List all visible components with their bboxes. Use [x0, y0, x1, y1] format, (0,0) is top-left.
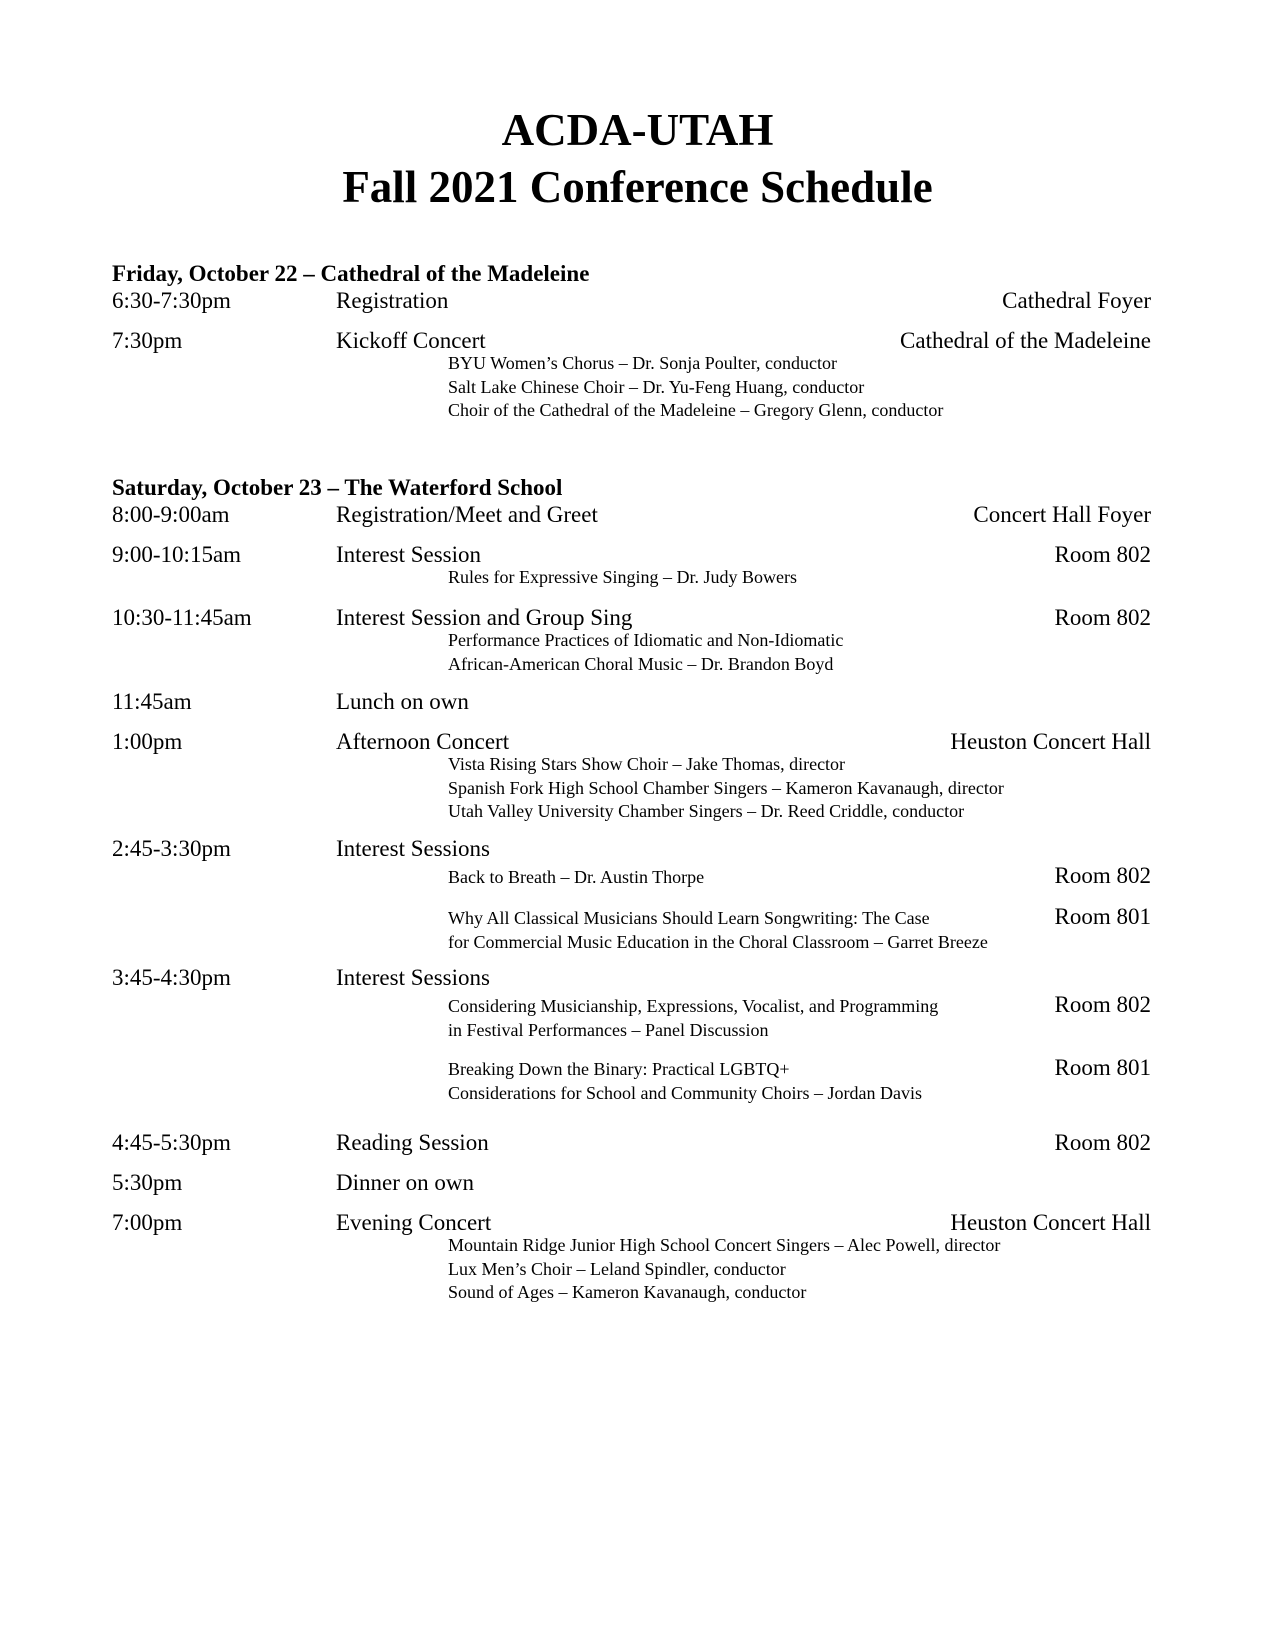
row-event: Registration/Meet and Greet: [336, 502, 598, 527]
row-time: 3:45-4:30pm: [112, 965, 231, 990]
row-event: Kickoff Concert: [336, 328, 486, 353]
row-time: 5:30pm: [112, 1170, 183, 1195]
session-details: [448, 907, 988, 954]
row-location: Cathedral of the Madeleine: [900, 328, 1151, 353]
row-event: Interest Session: [336, 542, 482, 567]
row-details: [448, 629, 843, 676]
detail-line: in Festival Performances – Panel Discussion: [448, 1019, 769, 1040]
row-time: 7:00pm: [112, 1210, 183, 1235]
row-event: Evening Concert: [336, 1210, 492, 1235]
detail-line: Why All Classical Musicians Should Learn Songwriting: The Case: [448, 908, 930, 928]
detail-line: Lux Men’s Choir – Leland Spindler, conductor: [448, 1258, 786, 1279]
detail-line: Performance Practices of Idiomatic and Non-Idiomatic: [448, 630, 844, 650]
detail-line: African-American Choral Music – Dr. Brandon Boyd: [448, 653, 834, 674]
detail-line: Breaking Down the Binary: Practical LGBTQ+: [448, 1059, 790, 1079]
row-details: [448, 566, 797, 590]
row-event: Interest Session and Group Sing: [336, 605, 633, 630]
row-location: Concert Hall Foyer: [973, 502, 1151, 527]
detail-line: Considering Musicianship, Expressions, Vocalist, and Programming: [448, 996, 939, 1016]
session-location: Room 801: [1054, 1055, 1151, 1080]
detail-line: Rules for Expressive Singing – Dr. Judy Bowers: [448, 567, 797, 587]
row-time: 1:00pm: [112, 729, 183, 754]
row-details: [448, 352, 943, 423]
row-location: Heuston Concert Hall: [950, 1210, 1151, 1235]
row-time: 4:45-5:30pm: [112, 1130, 231, 1155]
detail-line: Back to Breath – Dr. Austin Thorpe: [448, 867, 705, 887]
detail-line: Utah Valley University Chamber Singers – Dr. Reed Criddle, conductor: [448, 801, 965, 821]
session-location: Room 802: [1054, 992, 1151, 1017]
row-time: 6:30-7:30pm: [112, 288, 231, 313]
row-details: [448, 1234, 1000, 1305]
row-location: Room 802: [1054, 542, 1151, 567]
detail-line: Salt Lake Chinese Choir – Dr. Yu-Feng Huang, conductor: [448, 376, 865, 397]
document-subtitle: Fall 2021 Conference Schedule: [342, 162, 933, 212]
session-details: [448, 866, 704, 890]
row-details: [448, 753, 1004, 824]
row-location: Cathedral Foyer: [1002, 288, 1151, 313]
row-time: 7:30pm: [112, 328, 183, 353]
friday-header: Friday, October 22 – Cathedral of the Madeleine: [112, 261, 590, 286]
detail-line: Sound of Ages – Kameron Kavanaugh, conductor: [448, 1282, 807, 1302]
row-time: 11:45am: [112, 689, 192, 714]
detail-line: Choir of the Cathedral of the Madeleine – Gregory Glenn, conductor: [448, 400, 944, 420]
session-details: [448, 1058, 922, 1105]
row-event: Afternoon Concert: [336, 729, 510, 754]
detail-line: Mountain Ridge Junior High School Concert Singers – Alec Powell, director: [448, 1235, 1001, 1255]
row-event: Dinner on own: [336, 1170, 474, 1195]
detail-line: Considerations for School and Community Choirs – Jordan Davis: [448, 1082, 922, 1103]
row-event: Registration: [336, 288, 449, 313]
row-event: Lunch on own: [336, 689, 469, 714]
detail-line: BYU Women’s Chorus – Dr. Sonja Poulter, conductor: [448, 353, 837, 373]
detail-line: for Commercial Music Education in the Choral Classroom – Garret Breeze: [448, 931, 988, 952]
row-time: 8:00-9:00am: [112, 502, 230, 527]
row-time: 10:30-11:45am: [112, 605, 252, 630]
row-event: Reading Session: [336, 1130, 489, 1155]
row-time: 9:00-10:15am: [112, 542, 242, 567]
saturday-header: Saturday, October 23 – The Waterford School: [112, 475, 563, 500]
session-location: Room 801: [1054, 904, 1151, 929]
detail-line: Spanish Fork High School Chamber Singers – Kameron Kavanaugh, director: [448, 777, 1004, 798]
row-location: Heuston Concert Hall: [950, 729, 1151, 754]
document-title: ACDA-UTAH: [501, 105, 774, 155]
row-event: Interest Sessions: [336, 836, 490, 861]
session-location: Room 802: [1054, 863, 1151, 888]
session-details: [448, 995, 938, 1042]
row-event: Interest Sessions: [336, 965, 490, 990]
row-location: Room 802: [1054, 1130, 1151, 1155]
detail-line: Vista Rising Stars Show Choir – Jake Thomas, director: [448, 754, 846, 774]
row-time: 2:45-3:30pm: [112, 836, 231, 861]
row-location: Room 802: [1054, 605, 1151, 630]
